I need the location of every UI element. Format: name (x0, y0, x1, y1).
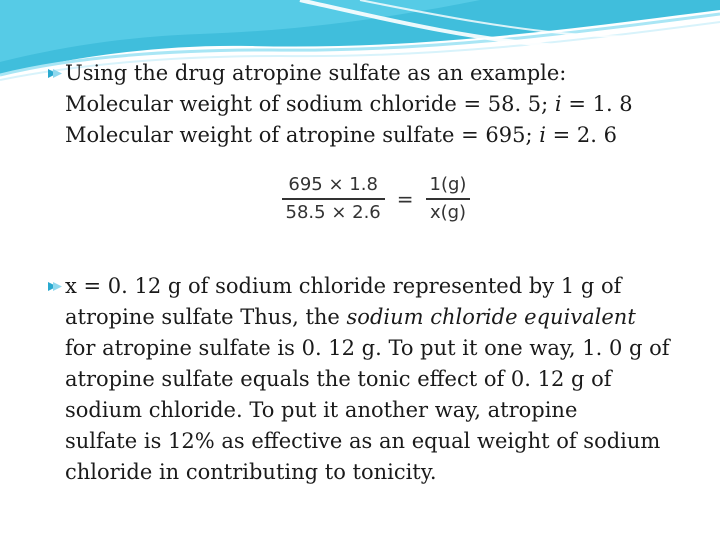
result-line-7: chloride in contributing to tonicity. (65, 460, 437, 484)
atropine-molecular-weight-line (46, 120, 696, 151)
arrow-bullet-icon (44, 58, 64, 89)
atropine-mw-text: Molecular weight of atropine sulfate = 695; (65, 123, 540, 147)
result-line-3: for atropine sulfate is 0. 12 g. To put it one way, 1. 0 g of (65, 336, 670, 360)
right-fraction (426, 172, 471, 226)
left-numerator: 695 × 1.8 (288, 174, 378, 195)
formula-equation (240, 158, 512, 240)
result-line-1: x = 0. 12 g of sodium chloride represented by 1 g of (65, 274, 622, 298)
bullet-line-result (46, 271, 696, 302)
nacl-i-value: = 1. 8 (561, 92, 633, 116)
nacl-molecular-weight-line (46, 89, 696, 120)
result-bullet (46, 271, 696, 488)
arrow-bullet-icon (44, 271, 64, 302)
nacl-i-symbol: i (554, 92, 562, 116)
left-fraction (282, 172, 385, 226)
right-denominator: x(g) (429, 202, 467, 223)
bullet-line-intro (46, 58, 696, 89)
left-denominator: 58.5 × 2.6 (285, 202, 381, 223)
nacl-mw-text: Molecular weight of sodium chloride = 58. 5; (65, 92, 555, 116)
result-line-4: atropine sulfate equals the tonic effect of 0. 12 g of (65, 367, 612, 391)
equals-sign: = (396, 187, 414, 211)
sodium-chloride-equivalent-term: sodium chloride equivalent (346, 305, 636, 329)
result-line-2-text: atropine sulfate Thus, the (65, 305, 347, 329)
right-numerator: 1(g) (429, 174, 467, 195)
intro-text: Using the drug atropine sulfate as an example: (65, 61, 567, 85)
intro-bullet (46, 58, 696, 151)
result-line-6: sulfate is 12% as effective as an equal weight of sodium (65, 429, 661, 453)
result-line-5: sodium chloride. To put it another way, atropine (65, 398, 578, 422)
result-line-2 (46, 302, 696, 333)
atropine-i-value: = 2. 6 (545, 123, 617, 147)
atropine-i-symbol: i (539, 123, 546, 147)
